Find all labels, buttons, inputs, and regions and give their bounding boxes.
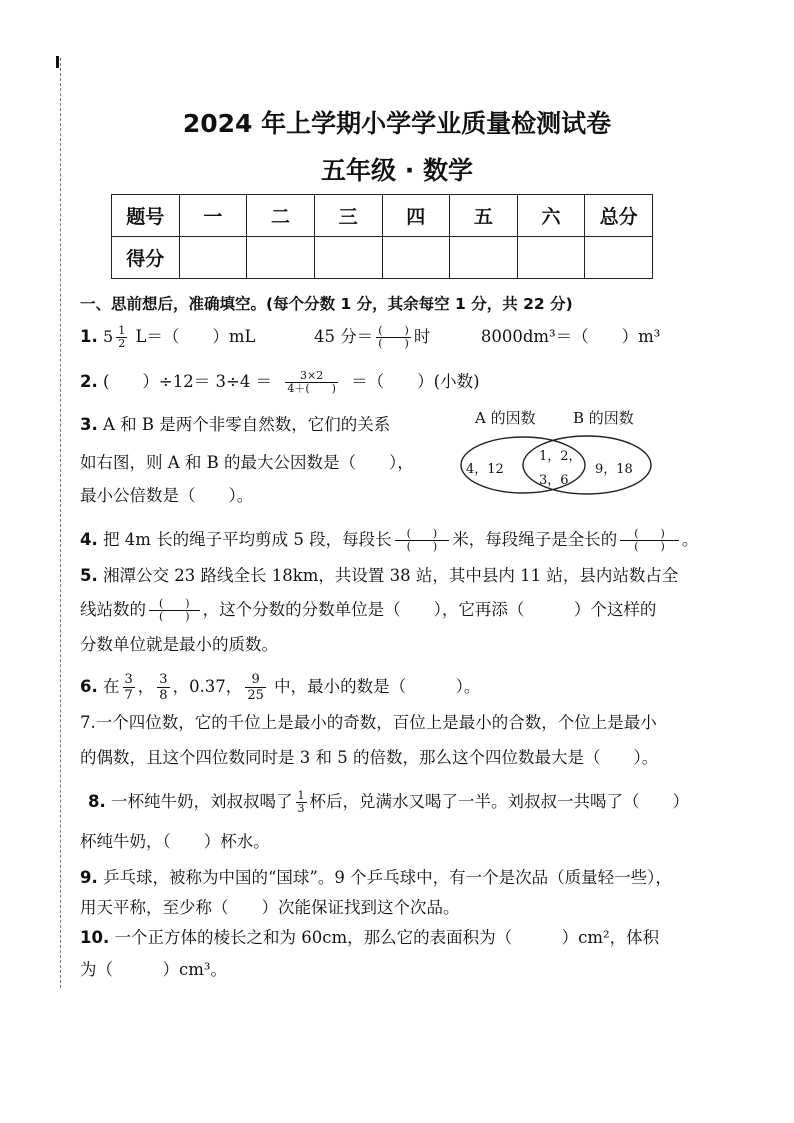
question-5-line-3: 分数单位就是最小的质数。 — [80, 635, 278, 654]
venn-common-top: 1，2， — [539, 449, 582, 464]
venn-only-b: 9，18 — [595, 462, 633, 477]
blank-fraction[interactable]: $\frac{( )}{( )}$ — [395, 528, 450, 553]
question-5-line-1: 5. 湘潭公交 23 路线全长 18km，共设置 38 站，其中县内 11 站，县内站数占全 — [80, 566, 679, 585]
question-1: 1. 5 $\frac{1}{2}$ L＝（ ）mL 45 分＝ $\frac{( )}{( )}$ 时 8000dm³＝（ ）m³ — [80, 324, 661, 350]
score-cell: 二 — [247, 195, 315, 237]
question-7-line-2: 的偶数，且这个四位数同时是 3 和 5 的倍数，那么这个四位数最大是（ ）。 — [80, 748, 659, 767]
score-input-cell[interactable] — [382, 237, 450, 279]
mixed-fraction: $\frac{1}{2}$ — [118, 324, 126, 350]
score-cell: 四 — [382, 195, 450, 237]
score-table — [111, 194, 653, 279]
score-input-cell[interactable] — [179, 237, 247, 279]
question-3-line-1: 3. A 和 B 是两个非零自然数，它们的关系 — [80, 415, 391, 434]
score-input-cell[interactable] — [450, 237, 518, 279]
question-8-line-2: 杯纯牛奶，（ ）杯水。 — [80, 832, 270, 851]
blank-fraction[interactable]: $\frac{( )}{( )}$ — [149, 598, 200, 623]
fraction: $\frac{3}{8}$ — [159, 672, 168, 703]
score-table-header-row — [112, 195, 653, 237]
blank-fraction[interactable]: $\frac{( )}{( )}$ — [378, 324, 409, 350]
score-table-score-row — [112, 237, 653, 279]
page-subtitle: 五年级 · 数学 — [321, 156, 473, 185]
question-7-line-1: 7.一个四位数，它的千位上是最小的奇数，百位上是最小的合数，个位上是最小 — [80, 713, 657, 732]
venn-label-a: A 的因数 — [475, 409, 536, 427]
question-9-line-1: 9. 乒乓球，被称为中国的“国球”。9 个乒乓球中，有一个是次品（质量轻一些）， — [80, 868, 672, 887]
question-2: 2. ( ）÷12＝ 3÷4 ＝ $\frac{3\times 2}{4+( )}$ ＝（ ）(小数) — [80, 369, 480, 395]
question-5-line-2: 线站数的 $\frac{( )}{( )}$ ，这个分数的分数单位是（ ），它再添（ ）个这样的 — [80, 597, 657, 623]
fraction: $\frac{1}{3}$ — [297, 789, 305, 815]
score-cell: 得分 — [112, 237, 180, 279]
expression-fraction: $\frac{3\times 2}{4+( )}$ — [287, 369, 336, 395]
venn-common-bottom: 3，6 — [539, 473, 569, 488]
score-input-cell[interactable] — [585, 237, 653, 279]
question-10-line-1: 10. 一个正方体的棱长之和为 60cm，那么它的表面积为（ ）cm²，体积 — [80, 928, 660, 947]
fraction: $\frac{9}{25}$ — [247, 672, 264, 703]
fraction: $\frac{3}{7}$ — [124, 672, 133, 703]
score-cell: 一 — [179, 195, 247, 237]
score-cell: 总分 — [585, 195, 653, 237]
score-input-cell[interactable] — [314, 237, 382, 279]
section-heading: 一、思前想后，准确填空。(每个分数 1 分，其余每空 1 分，共 22 分) — [80, 295, 573, 313]
question-3-line-3: 最小公倍数是（ ）。 — [80, 486, 254, 505]
page-title: 2024 年上学期小学学业质量检测试卷 — [182, 109, 612, 138]
margin-mark — [56, 56, 59, 68]
question-6: 6. 在 $\frac{3}{7}$ ， $\frac{3}{8}$ ，0.37， $\frac{9}{25}$ 中，最小的数是（ ）。 — [80, 672, 481, 703]
question-8: 8. 一杯纯牛奶，刘叔叔喝了 $\frac{1}{3}$ 杯后，兑满水又喝了一半。刘叔叔一共喝了（ ） — [88, 789, 689, 815]
score-cell: 六 — [517, 195, 585, 237]
question-10-line-2: 为（ ）cm³。 — [80, 960, 228, 979]
question-3-line-2: 如右图，则 A 和 B 的最大公因数是（ ）， — [80, 453, 414, 472]
score-cell: 题号 — [112, 195, 180, 237]
venn-label-b: B 的因数 — [573, 409, 634, 427]
score-cell: 五 — [450, 195, 518, 237]
binding-line — [60, 58, 61, 988]
venn-only-a: 4，12 — [466, 462, 504, 477]
score-input-cell[interactable] — [517, 237, 585, 279]
question-9-line-2: 用天平称，至少称（ ）次能保证找到这个次品。 — [80, 898, 460, 917]
score-cell: 三 — [314, 195, 382, 237]
venn-diagram — [455, 405, 665, 495]
question-4: 4. 把 4m 长的绳子平均剪成 5 段，每段长 $\frac{( )}{( )}$ 米，每段绳子是全长的 $\frac{( )}{( )}$ 。 — [80, 527, 699, 553]
blank-fraction[interactable]: $\frac{( )}{( )}$ — [620, 528, 679, 553]
score-input-cell[interactable] — [247, 237, 315, 279]
